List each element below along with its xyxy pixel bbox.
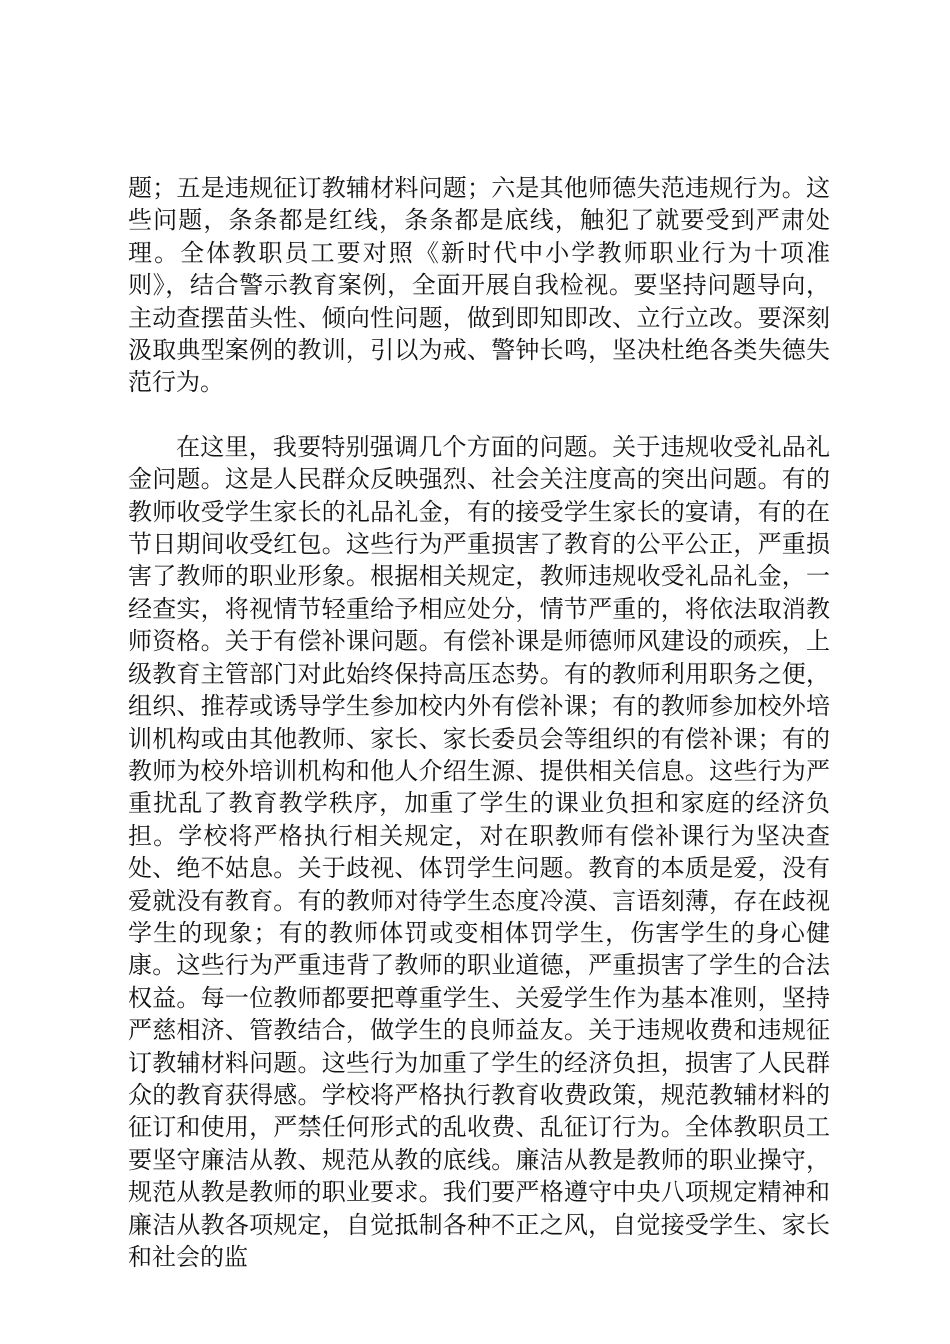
- paragraph-continued: 题；五是违规征订教辅材料问题；六是其他师德失范违规行为。这些问题，条条都是红线，条条都是底线，触犯了就要受到严肃处理。全体教职员工要对照《新时代中小学教师职业行为十项准则》，结合警示教育案例，全面开展自我检视。要坚持问题导向，主动查摆苗头性、倾向性问题，做到即知即改、立行立改。要深刻汲取典型案例的教训，引以为戒、警钟长鸣，坚决杜绝各类失德失范行为。: [128, 174, 830, 397]
- document-body: [128, 172, 830, 1273]
- paragraph-special-issues: 在这里，我要特别强调几个方面的问题。关于违规收受礼品礼金问题。这是人民群众反映强烈、社会关注度高的突出问题。有的教师收受学生家长的礼品礼金，有的接受学生家长的宴请，有的在节日期间收受红包。这些行为严重损害了教育的公平公正，严重损害了教师的职业形象。根据相关规定，教师违规收受礼品礼金，一经查实，将视情节轻重给予相应处分，情节严重的，将依法取消教师资格。关于有偿补课问题。有偿补课是师德师风建设的顽疾，上级教育主管部门对此始终保持高压态势。有的教师利用职务之便，组织、推荐或诱导学生参加校内外有偿补课；有的教师参加校外培训机构或由其他教师、家长、家长委员会等组织的有偿补课；有的教师为校外培训机构和他人介绍生源、提供相关信息。这些行为严重扰乱了教育教学秩序，加重了学生的课业负担和家庭的经济负担。学校将严格执行相关规定，对在职教师有偿补课行为坚决查处、绝不姑息。关于歧视、体罚学生问题。教育的本质是爱，没有爱就没有教育。有的教师对待学生态度冷漠、言语刻薄，存在歧视学生的现象；有的教师体罚或变相体罚学生，伤害学生的身心健康。这些行为严重违背了教师的职业道德，严重损害了学生的合法权益。每一位教师都要把尊重学生、关爱学生作为基本准则，坚持严慈相济、管教结合，做学生的良师益友。关于违规收费和违规征订教辅材料问题。这些行为加重了学生的经济负担，损害了人民群众的教育获得感。学校将严格执行教育收费政策，规范教辅材料的征订和使用，严禁任何形式的乱收费、乱征订行为。全体教职员工要坚守廉洁从教、规范从教的底线。廉洁从教是教师的职业操守，规范从教是教师的职业要求。我们要严格遵守中央八项规定精神和廉洁从教各项规定，自觉抵制各种不正之风，自觉接受学生、家长和社会的监: [128, 432, 830, 1271]
